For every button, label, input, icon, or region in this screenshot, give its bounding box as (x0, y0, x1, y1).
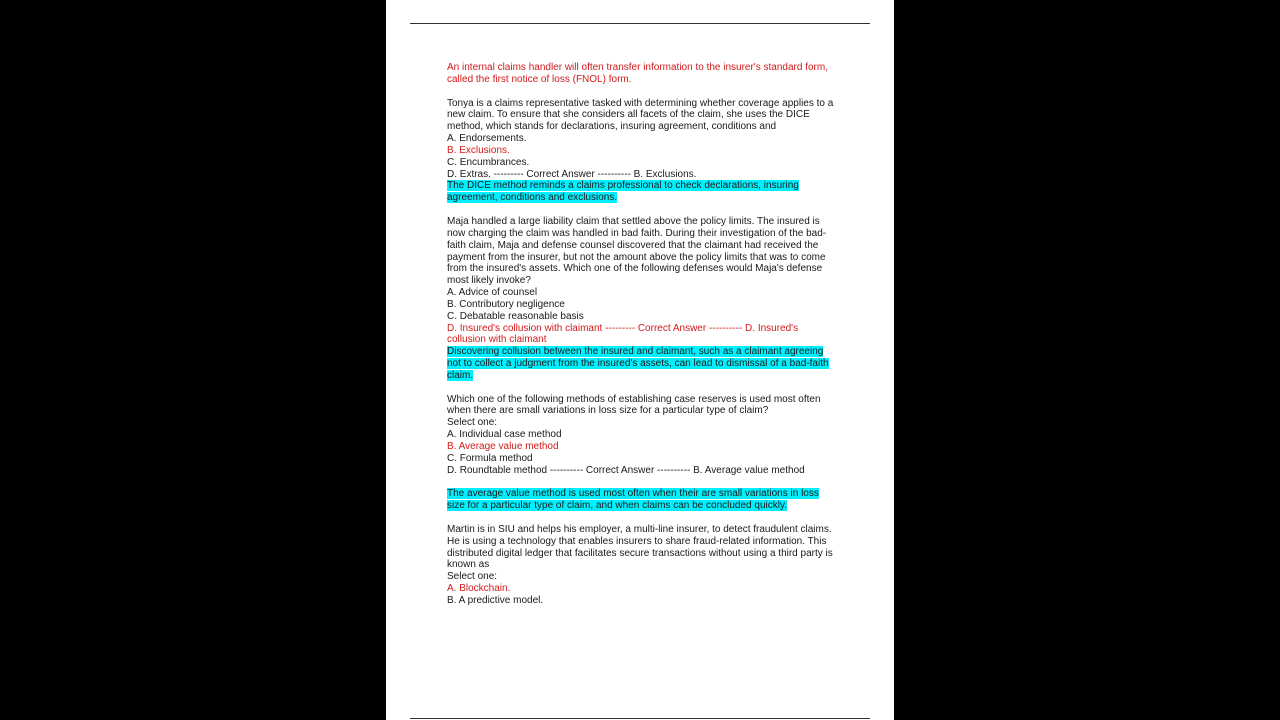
question-stem-line: distributed digital ledger that facilitates secure transactions without using a third party is (447, 547, 833, 559)
explanation-highlight: agreement, conditions and exclusions. (447, 192, 618, 204)
top-rule (410, 23, 870, 24)
question-stem-line: from the insured's assets. Which one of the following defenses would Maja's defense (447, 263, 823, 275)
document-page (386, 0, 894, 720)
select-one-label: Select one: (447, 417, 498, 429)
select-one-label: Select one: (447, 571, 498, 583)
explanation-line (447, 180, 847, 192)
explanation-line (447, 192, 847, 204)
question-1 (447, 98, 847, 205)
option-b-correct: B. Average value method (447, 441, 559, 452)
option-c: C. Debatable reasonable basis (447, 310, 584, 322)
explanation-highlight: The DICE method reminds a claims professional to check declarations, insuring (447, 180, 799, 192)
question-stem-line: Tonya is a claims representative tasked with determining whether coverage applies to a (447, 97, 834, 109)
option-c: C. Encumbrances. (447, 156, 530, 168)
explanation-highlight: claim. (447, 369, 474, 381)
option-a: A. Individual case method (447, 429, 562, 441)
question-stem-line: Which one of the following methods of establishing case reserves is used most often (447, 393, 821, 405)
question-stem-line: payment from the insurer, but not the amount above the policy limits that was to come (447, 251, 826, 263)
bottom-rule (410, 718, 870, 719)
option-a-correct: A. Blockchain. (447, 583, 511, 595)
explanation-highlight: Discovering collusion between the insured and claimant, such as a claimant agreeing (447, 346, 824, 358)
question-stem-line: new claim. To ensure that she considers all facets of the claim, she uses the DICE (447, 109, 810, 121)
question-2 (447, 216, 847, 382)
intro-line: An internal claims handler will often transfer information to the insurer's standard form, (447, 62, 828, 73)
question-stem-line: faith claim, Maja and defense counsel discovered that the claimant had received the (447, 239, 819, 251)
page-content (447, 62, 847, 607)
question-stem-line: Martin is in SIU and helps his employer, a multi-line insurer, to detect fraudulent claims. (447, 523, 832, 535)
explanation-line (447, 370, 847, 382)
question-4 (447, 524, 847, 607)
question-stem-line: most likely invoke? (447, 275, 531, 287)
option-a: A. Advice of counsel (447, 287, 538, 299)
question-stem-line: now charging the claim was handled in bad faith. During their investigation of the bad- (447, 227, 827, 239)
explanation-line (447, 500, 847, 512)
option-d-answer: D. Extras. --------- Correct Answer ---------- B. Exclusions. (447, 168, 697, 180)
explanation-line (447, 358, 847, 370)
explanation-line (447, 346, 847, 358)
explanation-line (447, 488, 847, 500)
option-b-correct: B. Exclusions. (447, 144, 510, 156)
question-stem-line: known as (447, 559, 490, 571)
option-c: C. Formula method (447, 452, 533, 464)
question-stem-line: method, which stands for declarations, insuring agreement, conditions and (447, 121, 777, 133)
option-b: B. Contributory negligence (447, 298, 565, 310)
option-d-correct: collusion with claimant (447, 334, 547, 346)
intro-line: called the first notice of loss (FNOL) form. (447, 73, 632, 85)
question-stem-line: He is using a technology that enables insurers to share fraud-related information. This (447, 535, 827, 547)
explanation-highlight: not to collect a judgment from the insured's assets, can lead to dismissal of a bad-faith (447, 358, 829, 370)
option-d-answer: D. Roundtable method ---------- Correct Answer ---------- B. Average value method (447, 464, 805, 476)
question-3 (447, 394, 847, 512)
question-stem-line: when there are small variations in loss size for a particular type of claim? (447, 405, 769, 417)
option-a: A. Endorsements. (447, 133, 527, 145)
option-d-correct: D. Insured's collusion with claimant --------- Correct Answer ---------- D. Insured's (447, 322, 799, 334)
explanation-highlight: The average value method is used most often when their are small variations in loss (447, 488, 819, 500)
explanation-highlight: size for a particular type of claim, and when claims can be concluded quickly. (447, 500, 787, 512)
intro-paragraph (447, 62, 847, 86)
question-stem-line: Maja handled a large liability claim that settled above the policy limits. The insured is (447, 215, 820, 227)
option-b: B. A predictive model. (447, 594, 544, 606)
